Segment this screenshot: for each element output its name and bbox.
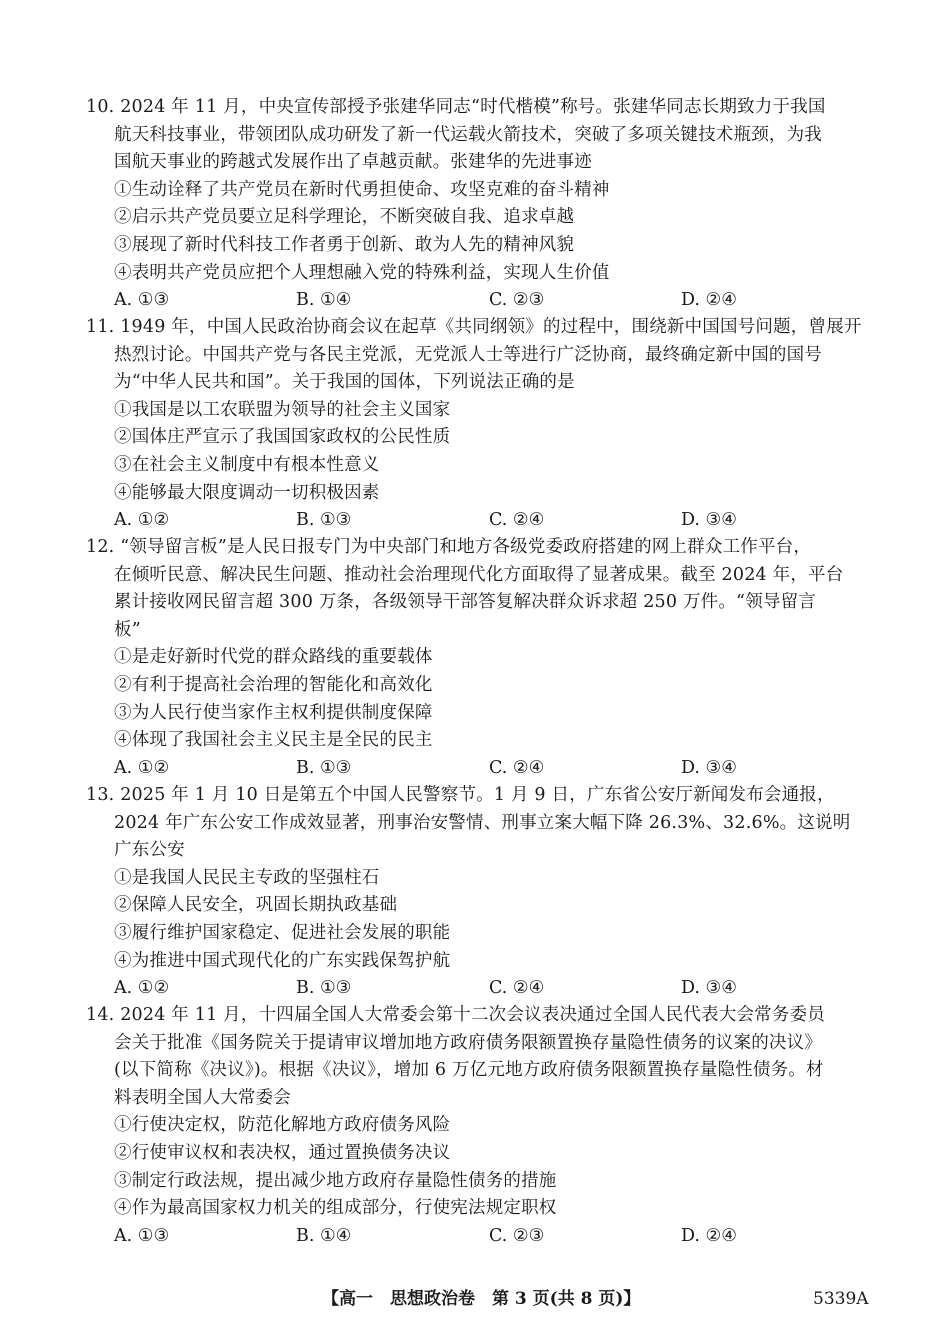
page-info: 【高一 思想政治卷 第 3 页(共 8 页)】 [322, 1289, 641, 1309]
statement-option: ③制定行政法规，提出减少地方政府存量隐性债务的措施 [114, 1170, 557, 1191]
statement-option: ④作为最高国家权力机关的组成部分，行使宪法规定职权 [114, 1198, 557, 1219]
statement-option: ①行使决定权，防范化解地方政府债务风险 [114, 1115, 451, 1136]
choice-d: D. ③④ [681, 757, 737, 778]
choice-c: C. ②③ [489, 290, 545, 311]
choice-d: D. ②④ [681, 290, 737, 311]
statement-option: ④表明共产党员应把个人理想融入党的特殊利益，实现人生价值 [114, 262, 610, 283]
question-10 [86, 94, 876, 315]
choice-a: A. ①② [114, 510, 170, 531]
choice-a: A. ①③ [114, 290, 170, 311]
answer-choices [86, 1223, 876, 1251]
statement-option: ②国体庄严宣示了我国国家政权的公民性质 [114, 427, 451, 448]
choice-b: B. ①③ [296, 757, 352, 778]
question-stem-line: 板” [114, 619, 141, 640]
answer-choices [86, 507, 876, 535]
answer-choices [86, 755, 876, 783]
question-13 [86, 782, 876, 1003]
statement-option: ①是走好新时代党的群众路线的重要载体 [114, 647, 433, 668]
choice-b: B. ①④ [296, 1225, 352, 1246]
question-stem-line: 会关于批准《国务院关于提请审议增加地方政府债务限额置换存量隐性债务的议案的决议》 [114, 1032, 822, 1053]
choice-a: A. ①③ [114, 1225, 170, 1246]
paper-code: 5339A [813, 1289, 869, 1309]
question-stem-line: 11. 1949 年，中国人民政治协商会议在起草《共同纲领》的过程中，围绕新中国国号问题，曾展开 [86, 317, 862, 337]
choice-a: A. ①② [114, 978, 170, 999]
choice-c: C. ②④ [489, 510, 545, 531]
statement-option: ①是我国人民民主专政的坚强柱石 [114, 867, 380, 888]
statement-option: ②行使审议权和表决权，通过置换债务决议 [114, 1142, 451, 1163]
question-stem-line: 国航天事业的跨越式发展作出了卓越贡献。张建华的先进事迹 [114, 152, 592, 173]
statement-option: ③在社会主义制度中有根本性意义 [114, 454, 380, 475]
statement-option: ①生动诠释了共产党员在新时代勇担使命、攻坚克难的奋斗精神 [114, 179, 610, 200]
choice-d: D. ③④ [681, 978, 737, 999]
choice-c: C. ②③ [489, 1225, 545, 1246]
question-stem-line: 14. 2024 年 11 月，十四届全国人大常委会第十二次会议表决通过全国人民代表大会常务委员 [86, 1005, 825, 1025]
statement-option: ③为人民行使当家作主权利提供制度保障 [114, 702, 433, 723]
page-footer [0, 1285, 950, 1313]
statement-option: ①我国是以工农联盟为领导的社会主义国家 [114, 399, 451, 420]
question-stem-line: 2024 年广东公安工作成效显著，刑事治安警情、刑事立案大幅下降 26.3%、32.6%。这说明 [114, 812, 851, 833]
question-stem-line: 航天科技事业，带领团队成功研发了新一代运载火箭技术，突破了多项关键技术瓶颈，为我 [114, 124, 822, 145]
choice-c: C. ②④ [489, 978, 545, 999]
answer-choices [86, 975, 876, 1003]
question-stem-line: 12. “领导留言板”是人民日报专门为中央部门和地方各级党委政府搭建的网上群众工作平台， [86, 537, 812, 557]
statement-option: ②启示共产党员要立足科学理论，不断突破自我、追求卓越 [114, 207, 575, 228]
choice-d: D. ②④ [681, 1225, 737, 1246]
question-stem-line: 料表明全国人大常委会 [114, 1087, 291, 1108]
statement-option: ②有利于提高社会治理的智能化和高效化 [114, 674, 433, 695]
question-stem-line: (以下简称《决议》)。根据《决议》，增加 6 万亿元地方政府债务限额置换存量隐性债务。材 [114, 1060, 824, 1081]
statement-option: ③展现了新时代科技工作者勇于创新、敢为人先的精神风貌 [114, 234, 575, 255]
statement-option: ④体现了我国社会主义民主是全民的民主 [114, 730, 433, 751]
choice-b: B. ①④ [296, 290, 352, 311]
question-stem-line: 累计接收网民留言超 300 万条，各级领导干部答复解决群众诉求超 250 万件。“领导留言 [114, 592, 816, 613]
statement-option: ③履行维护国家稳定、促进社会发展的职能 [114, 922, 451, 943]
question-stem-line: 为“中华人民共和国”。关于我国的国体，下列说法正确的是 [114, 372, 575, 393]
question-11 [86, 314, 876, 535]
choice-d: D. ③④ [681, 510, 737, 531]
statement-option: ④能够最大限度调动一切积极因素 [114, 482, 380, 503]
question-stem-line: 10. 2024 年 11 月，中央宣传部授予张建华同志“时代楷模”称号。张建华同志长期致力于我国 [86, 97, 826, 117]
question-stem-line: 热烈讨论。中国共产党与各民主党派，无党派人士等进行广泛协商，最终确定新中国的国号 [114, 344, 822, 365]
question-stem-line: 在倾听民意、解决民生问题、推动社会治理现代化方面取得了显著成果。截至 2024 年，平台 [114, 564, 844, 585]
question-stem-line: 13. 2025 年 1 月 10 日是第五个中国人民警察节。1 月 9 日，广东省公安厅新闻发布会通报， [86, 785, 835, 805]
choice-b: B. ①③ [296, 510, 352, 531]
question-stem-line: 广东公安 [114, 840, 185, 861]
statement-option: ④为推进中国式现代化的广东实践保驾护航 [114, 950, 451, 971]
question-14 [86, 1002, 876, 1250]
choice-a: A. ①② [114, 757, 170, 778]
question-12 [86, 534, 876, 782]
choice-b: B. ①③ [296, 978, 352, 999]
statement-option: ②保障人民安全，巩固长期执政基础 [114, 895, 398, 916]
choice-c: C. ②④ [489, 757, 545, 778]
answer-choices [86, 287, 876, 315]
